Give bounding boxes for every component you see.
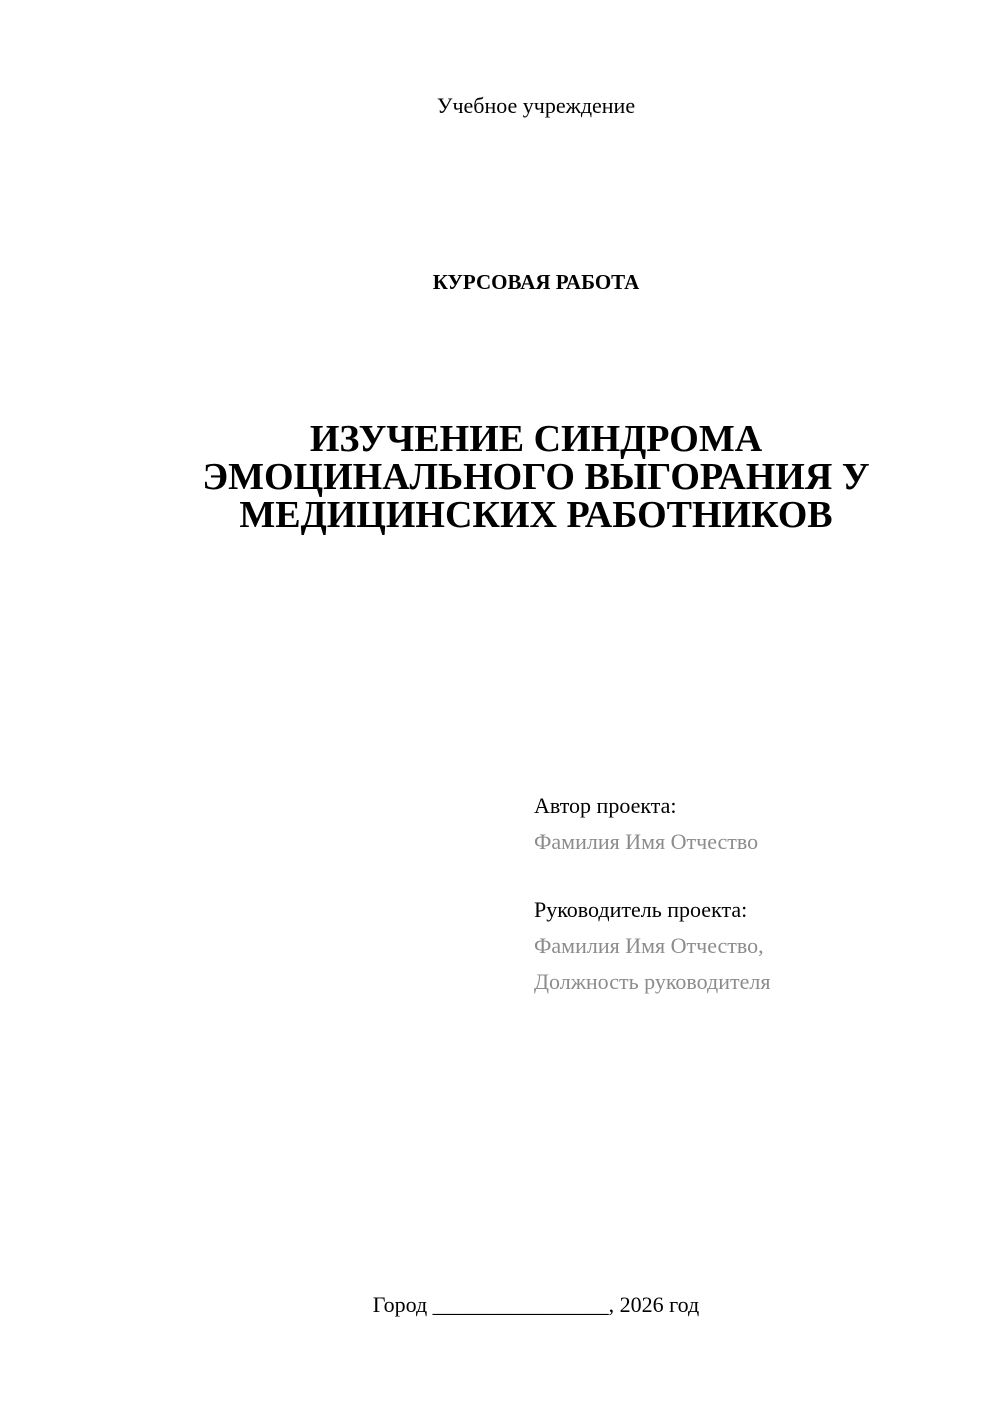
credits-spacer	[534, 860, 974, 892]
work-type-heading: КУРСОВАЯ РАБОТА	[432, 270, 640, 294]
institution-name: Учебное учреждение	[436, 93, 636, 118]
title-line-3: МЕДИЦИНСКИХ РАБОТНИКОВ	[239, 494, 833, 536]
supervisor-label: Руководитель проекта:	[534, 897, 748, 922]
author-name: Фамилия Имя Отчество	[534, 829, 759, 854]
author-label: Автор проекта:	[534, 793, 677, 818]
title-line-1: ИЗУЧЕНИЕ СИНДРОМА	[309, 418, 763, 460]
supervisor-name: Фамилия Имя Отчество,	[534, 933, 764, 958]
title-line-2: ЭМОЦИНАЛЬНОГО ВЫГОРАНИЯ У	[202, 456, 870, 498]
credits-block	[534, 788, 974, 1000]
document-title	[150, 420, 922, 534]
city-blank: ________________	[432, 1292, 609, 1317]
supervisor-position: Должность руководителя	[534, 969, 771, 994]
year-text: , 2026 год	[608, 1292, 700, 1317]
city-label: Город	[372, 1292, 428, 1317]
footer-city-year	[0, 1290, 1000, 1320]
